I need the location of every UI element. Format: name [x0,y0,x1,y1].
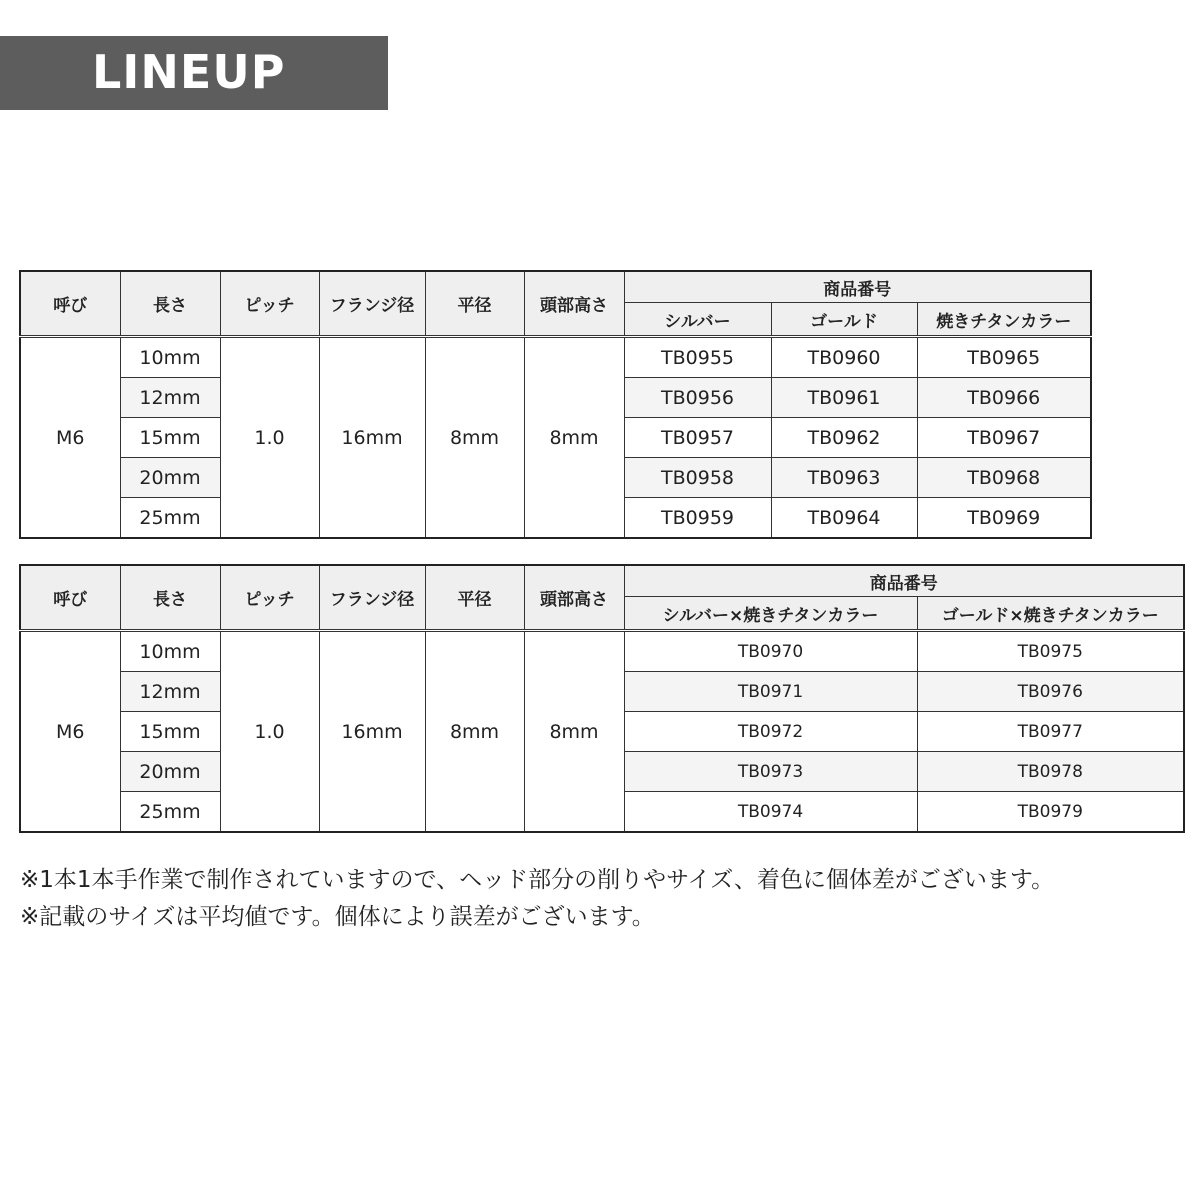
nominal-cell: M6 [20,631,120,833]
head-height-cell: 8mm [524,631,624,833]
note-average-size: ※記載のサイズは平均値です。個体により誤差がございます。 [20,904,655,930]
table-row [20,631,1184,672]
product-code-cell: TB0973 [624,752,917,792]
length-cell: 25mm [120,498,220,539]
product-code-cell: TB0963 [771,458,917,498]
length-cell: 15mm [120,712,220,752]
lineup-banner [0,36,388,110]
product-code-cell: TB0979 [917,792,1184,833]
notes [20,862,1190,936]
header-pitch: ピッチ [220,271,319,337]
header-nominal: 呼び [20,271,120,337]
header-flange: フランジ径 [319,565,425,631]
length-cell: 12mm [120,672,220,712]
banner-title: LINEUP [92,45,286,99]
header-variant-silver-burnt-titanium: シルバー×焼きチタンカラー [624,597,917,631]
table-row [20,337,1091,378]
header-nominal: 呼び [20,565,120,631]
header-width: 平径 [425,271,524,337]
header-product-number: 商品番号 [624,271,1091,303]
flange-cell: 16mm [319,337,425,539]
product-code-cell: TB0959 [624,498,771,539]
header-variant-gold: ゴールド [771,303,917,337]
pitch-cell: 1.0 [220,337,319,539]
product-code-cell: TB0962 [771,418,917,458]
product-code-cell: TB0961 [771,378,917,418]
header-product-number: 商品番号 [624,565,1184,597]
head-height-cell: 8mm [524,337,624,539]
length-cell: 25mm [120,792,220,833]
product-code-cell: TB0974 [624,792,917,833]
product-code-cell: TB0967 [917,418,1091,458]
product-code-cell: TB0969 [917,498,1091,539]
header-head-height: 頭部高さ [524,565,624,631]
header-pitch: ピッチ [220,565,319,631]
product-code-cell: TB0958 [624,458,771,498]
length-cell: 10mm [120,631,220,672]
product-code-cell: TB0972 [624,712,917,752]
lineup-table-two-tone [19,564,1185,833]
product-code-cell: TB0966 [917,378,1091,418]
product-code-cell: TB0977 [917,712,1184,752]
nominal-cell: M6 [20,337,120,539]
product-code-cell: TB0968 [917,458,1091,498]
length-cell: 10mm [120,337,220,378]
header-variant-gold-burnt-titanium: ゴールド×焼きチタンカラー [917,597,1184,631]
length-cell: 20mm [120,752,220,792]
flange-cell: 16mm [319,631,425,833]
lineup-table-single-color [19,270,1092,539]
product-code-cell: TB0971 [624,672,917,712]
header-flange: フランジ径 [319,271,425,337]
header-variant-silver: シルバー [624,303,771,337]
product-code-cell: TB0965 [917,337,1091,378]
width-cell: 8mm [425,337,524,539]
product-code-cell: TB0970 [624,631,917,672]
width-cell: 8mm [425,631,524,833]
product-code-cell: TB0960 [771,337,917,378]
product-code-cell: TB0957 [624,418,771,458]
product-code-cell: TB0964 [771,498,917,539]
pitch-cell: 1.0 [220,631,319,833]
length-cell: 12mm [120,378,220,418]
header-length: 長さ [120,565,220,631]
product-code-cell: TB0955 [624,337,771,378]
note-handmade: ※1本1本手作業で制作されていますので、ヘッド部分の削りやサイズ、着色に個体差がございます。 [20,867,1055,893]
header-variant-burnt-titanium: 焼きチタンカラー [917,303,1091,337]
product-code-cell: TB0956 [624,378,771,418]
header-length: 長さ [120,271,220,337]
length-cell: 20mm [120,458,220,498]
length-cell: 15mm [120,418,220,458]
product-code-cell: TB0976 [917,672,1184,712]
product-code-cell: TB0975 [917,631,1184,672]
header-head-height: 頭部高さ [524,271,624,337]
header-width: 平径 [425,565,524,631]
product-code-cell: TB0978 [917,752,1184,792]
